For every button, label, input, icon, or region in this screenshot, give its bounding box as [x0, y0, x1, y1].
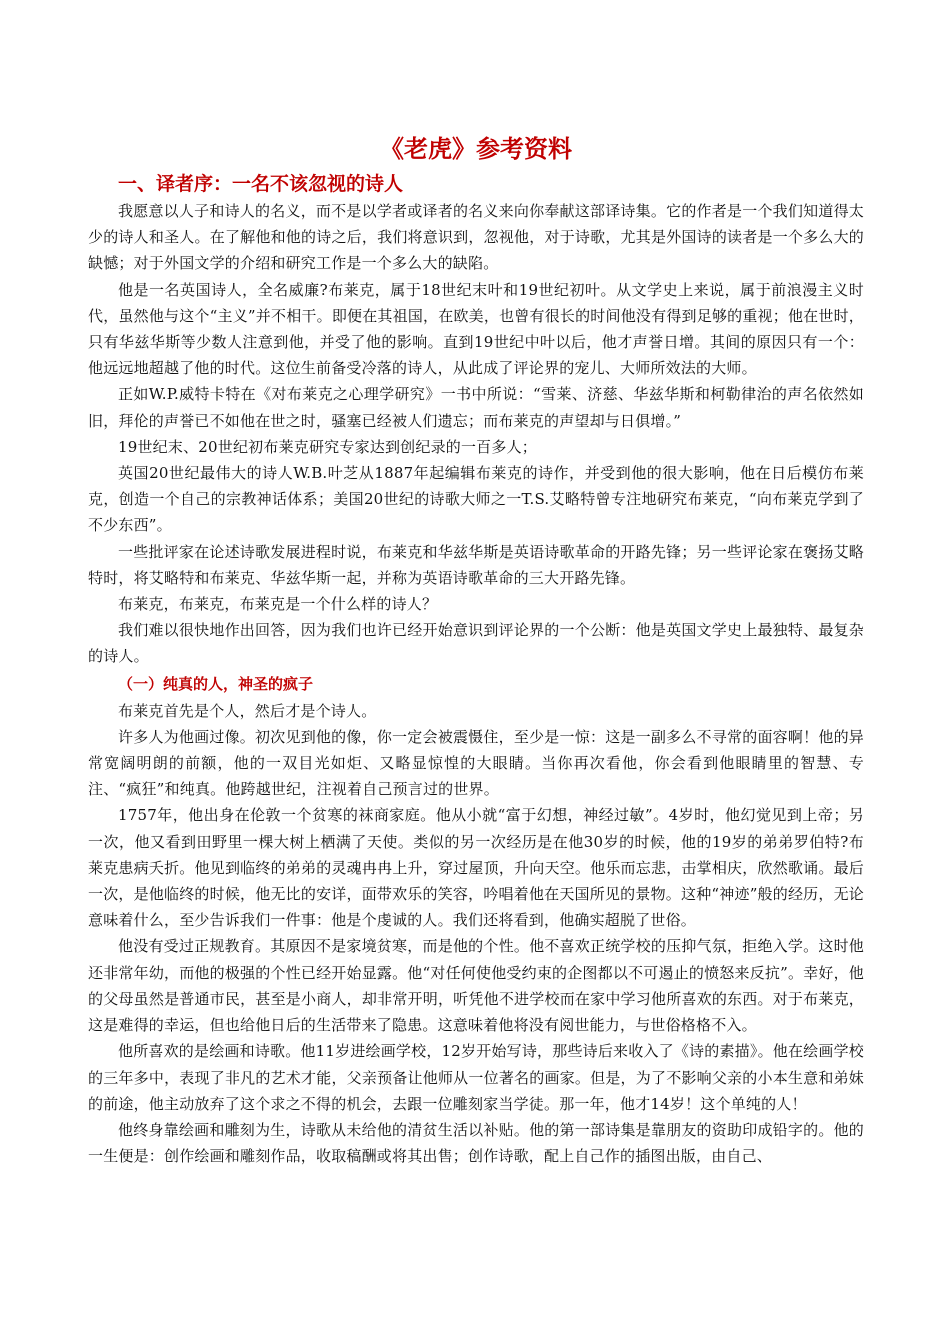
- paragraph: 正如W.P.威特卡特在《对布莱克之心理学研究》一书中所说：“雪莱、济慈、华兹华斯和柯勒律治的声名依然如旧，拜伦的声誉已不如他在世之时，骚塞已经被人们遗忘；而布莱克的声望却与日俱增。”: [88, 385, 864, 430]
- section-heading: 一、译者序：一名不该忽视的诗人: [118, 173, 404, 195]
- paragraph: 布莱克，布莱克，布莱克是一个什么样的诗人？: [118, 595, 438, 614]
- paragraph: 一些批评家在论述诗歌发展进程时说，布莱克和华兹华斯是英语诗歌革命的开路先锋；另一些评论家在褒扬艾略特时，将艾略特和布莱克、华兹华斯一起，并称为英语诗歌革命的三大开路先锋。: [88, 542, 864, 587]
- paragraph: 我们难以很快地作出回答，因为我们也许已经开始意识到评论界的一个公断：他是英国文学史上最独特、最复杂的诗人。: [88, 621, 864, 666]
- subsection-heading: （一）纯真的人，神圣的疯子: [118, 674, 314, 693]
- paragraph: 他终身靠绘画和雕刻为生，诗歌从未给他的清贫生活以补贴。他的第一部诗集是靠朋友的资助印成铅字的。他的一生便是：创作绘画和雕刻作品，收取稿酬或将其出售；创作诗歌，配上自己作的插图出版，由自己、: [88, 1120, 864, 1166]
- paragraph: 1757年，他出身在伦敦一个贫寒的袜商家庭。他从小就“富于幻想，神经过敏”。4岁时，他幻觉见到上帝；另一次，他又看到田野里一棵大树上栖满了天使。类似的另一次经历是在他30岁的时候，他的19岁的弟弟罗伯特?布莱克患病夭折。他见到临终的弟弟的灵魂冉冉上升，穿过屋顶，升向天空。他乐而忘悲，击掌相庆，欣然歌诵。最后一次，是他临终的时候，他无比的安详，面带欢乐的笑容，吟唱着他在天国所见的景物。这种“神迹”般的经历，无论意味着什么，至少告诉我们一件事：他是个虔诚的人。我们还将看到，他确实超脱了世俗。: [88, 806, 864, 930]
- paragraph: 我愿意以人子和诗人的名义，而不是以学者或译者的名义来向你奉献这部译诗集。它的作者是一个我们知道得太少的诗人和圣人。在了解他和他的诗之后，我们将意识到，忽视他，对于诗歌，尤其是外国诗的读者是一个多么大的缺憾；对于外国文学的介绍和研究工作是一个多么大的缺陷。: [88, 202, 864, 273]
- document-page: [88, 132, 864, 1169]
- page-title: 《老虎》参考资料: [380, 135, 572, 163]
- paragraph: 他是一名英国诗人，全名威廉?布莱克，属于18世纪末叶和19世纪初叶。从文学史上来说，属于前浪漫主义时代，虽然他与这个“主义”并不相干。即便在其祖国，在欧美，也曾有很长的时间他没有得到足够的重视；他在世时，只有华兹华斯等少数人注意到他，并受了他的影响。直到19世纪中叶以后，他才声誉日增。其间的原因只有一个：他远远地超越了他的时代。这位生前备受冷落的诗人，从此成了评论界的宠儿、大师所效法的大师。: [88, 280, 864, 378]
- paragraph: 他所喜欢的是绘画和诗歌。他11岁进绘画学校，12岁开始写诗，那些诗后来收入了《诗的素描》。他在绘画学校的三年多中，表现了非凡的艺术才能，父亲预备让他师从一位著名的画家。但是，为了不影响父亲的小本生意和弟妹的前途，他主动放弃了这个求之不得的机会，去跟一位雕刻家当学徒。那一年，他才14岁！这个单纯的人！: [88, 1042, 864, 1113]
- paragraph: 许多人为他画过像。初次见到他的像，你一定会被震慑住，至少是一惊：这是一副多么不寻常的面容啊！他的异常宽阔明朗的前额，他的一双目光如炬、又略显惊惶的大眼睛。当你再次看他，你会看到他眼睛里的智慧、专注、“疯狂”和纯真。他跨越世纪，注视着自己预言过的世界。: [88, 727, 864, 799]
- paragraph: 英国20世纪最伟大的诗人W.B.叶芝从1887年起编辑布莱克的诗作，并受到他的很大影响，他在日后模仿布莱克，创造一个自己的宗教神话体系；美国20世纪的诗歌大师之一T.S.艾略特曾专注地研究布莱克，“向布莱克学到了不少东西”。: [88, 464, 864, 535]
- paragraph: 19世纪末、20世纪初布莱克研究专家达到创纪录的一百多人；: [118, 437, 537, 456]
- paragraph: 布莱克首先是个人，然后才是个诗人。: [118, 701, 377, 720]
- paragraph: 他没有受过正规教育。其原因不是家境贫寒，而是他的个性。他不喜欢正统学校的压抑气氛，拒绝入学。这时他还非常年幼，而他的极强的个性已经开始显露。他“对任何使他受约束的企图都以不可遏止的愤怒来反抗”。幸好，他的父母虽然是普通市民，甚至是小商人，却非常开明，听凭他不进学校而在家中学习他所喜欢的东西。对于布莱克，这是难得的幸运，但也给他日后的生活带来了隐患。这意味着他将没有阅世能力，与世俗格格不入。: [88, 937, 864, 1035]
